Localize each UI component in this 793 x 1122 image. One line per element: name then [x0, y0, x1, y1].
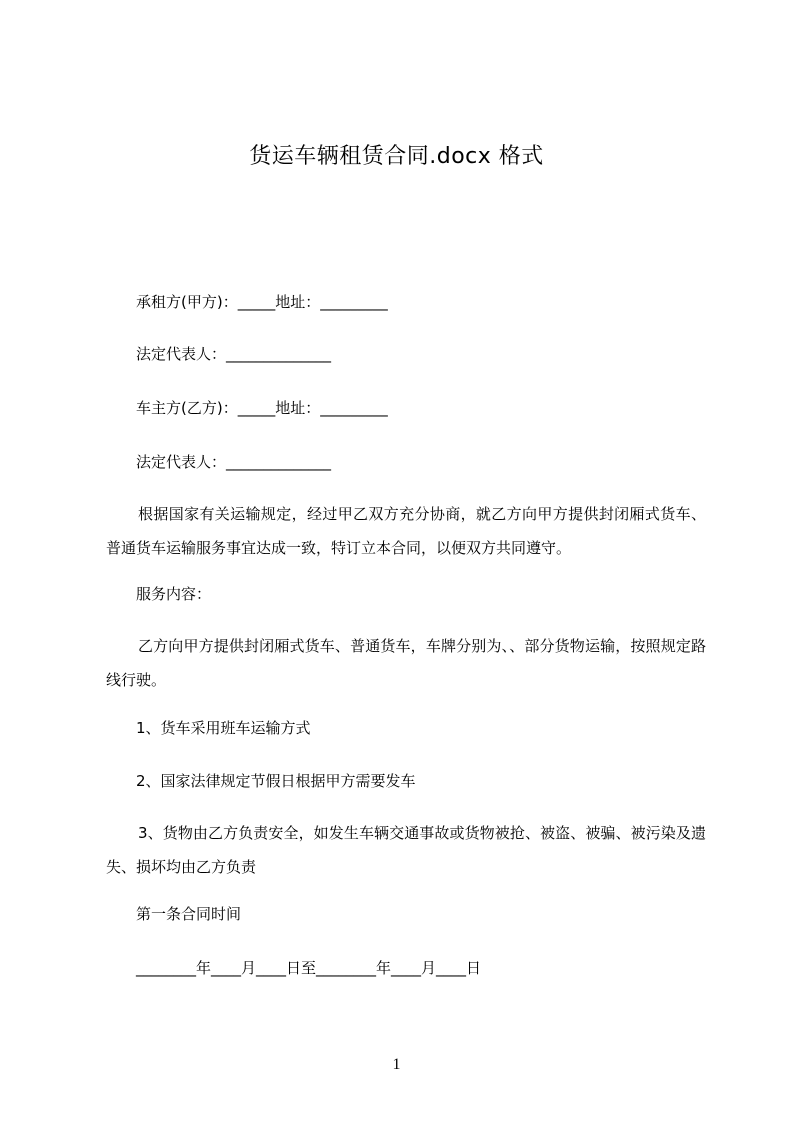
article-1-heading: 第一条合同时间 [136, 905, 242, 923]
list-item-2: 2、国家法律规定节假日根据甲方需要发车 [136, 772, 416, 790]
intro-paragraph: 根据国家有关运输规定，经过甲乙双方充分协商，就乙方向甲方提供封闭厢式货车、普通货车运输服务事宜达成一致，特订立本合同，以便双方共同遵守。 [106, 505, 706, 557]
list-item-1: 1、货车采用班车运输方式 [136, 719, 311, 737]
service-heading: 服务内容： [136, 585, 212, 603]
lessee-line: 承租方(甲方)：_____地址：_________ [136, 293, 388, 311]
lessor-representative-line: 法定代表人：______________ [136, 453, 332, 471]
service-paragraph: 乙方向甲方提供封闭厢式货车、普通货车，车牌分别为、、部分货物运输，按照规定路线行驶。 [106, 637, 706, 689]
lessee-representative-line: 法定代表人：______________ [136, 345, 332, 363]
list-item-3: 3、货物由乙方负责安全，如发生车辆交通事故或货物被抢、被盗、被骗、被污染及遗失、损坏均由乙方负责 [106, 824, 706, 876]
document-title: 货运车辆租赁合同.docx 格式 [249, 144, 544, 169]
page-number: 1 [392, 1056, 401, 1073]
lessor-line: 车主方(乙方)：_____地址：_________ [136, 399, 388, 417]
date-range-line: ________年____月____日至________年____月____日 [136, 959, 482, 977]
